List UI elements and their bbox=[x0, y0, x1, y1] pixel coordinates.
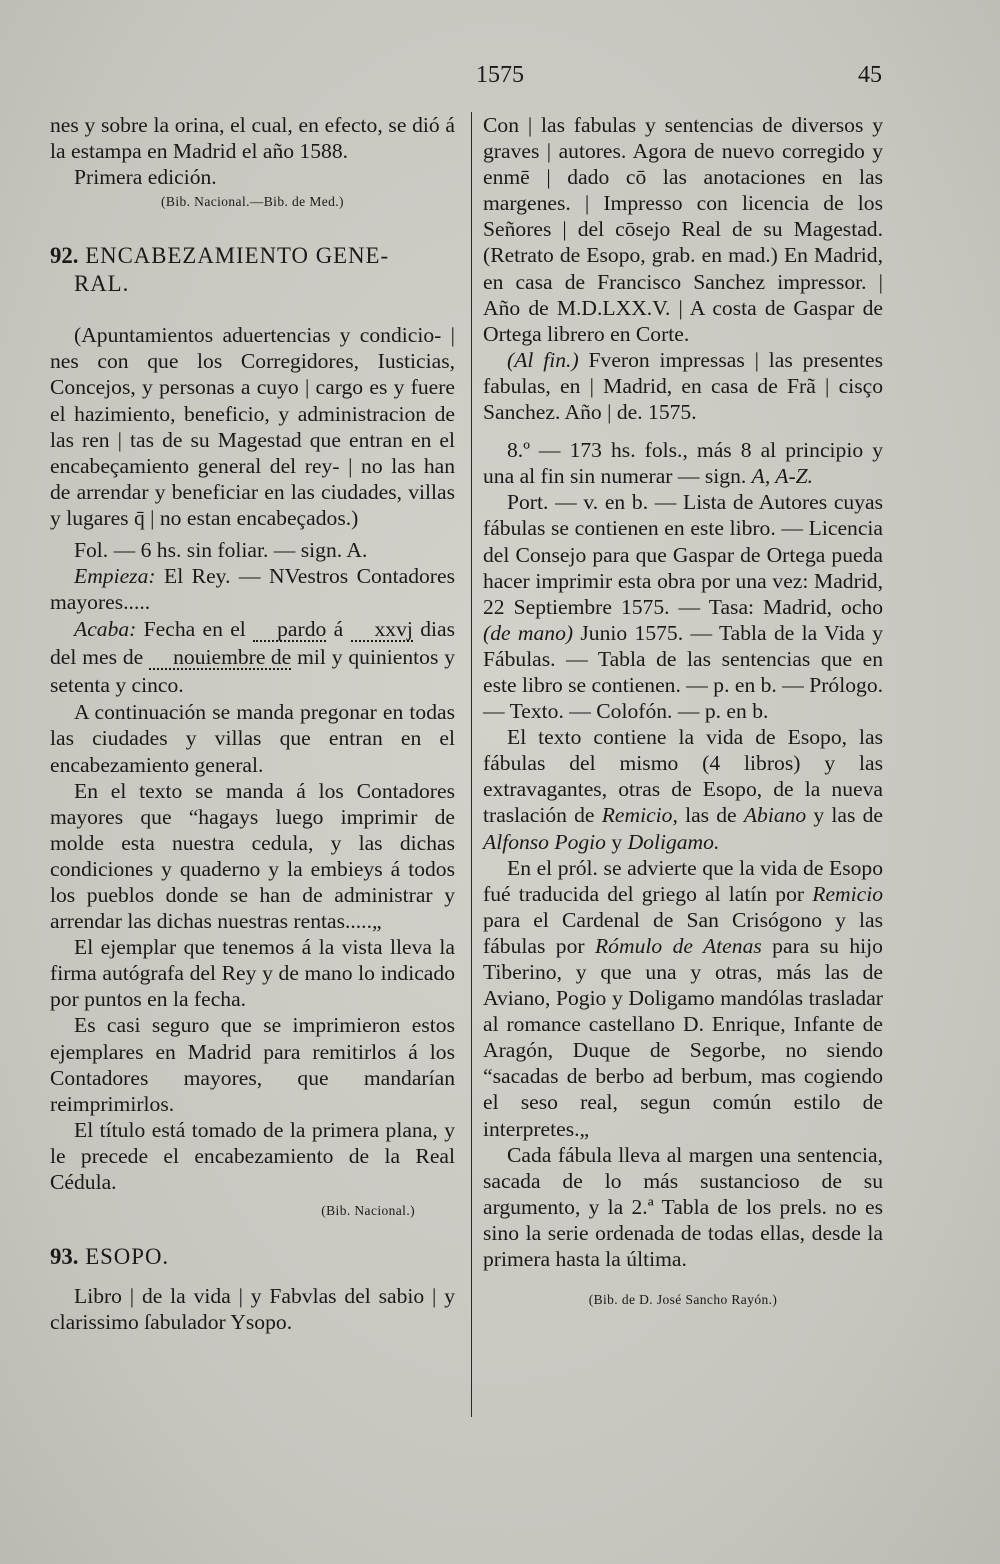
collation-text: 8.º — 173 hs. fols., más 8 al principio y una al fin sin numerar — sign. bbox=[483, 438, 883, 489]
author-name: Rómulo de Atenas bbox=[594, 933, 762, 958]
source-citation: (Bib. Nacional.) bbox=[321, 1203, 415, 1219]
column-divider bbox=[471, 112, 472, 1417]
entry-number: 92. bbox=[50, 243, 79, 269]
contents-text: El texto contiene la vida de Esopo, las fábulas del mismo (4 libros) y las extravagantes, otras de Esopo, de la nueva traslación de bbox=[483, 725, 883, 828]
colophon-label: (Al fin.) bbox=[507, 347, 579, 372]
author-name: Alfonso Pogio bbox=[483, 829, 606, 854]
author-name: Abiano bbox=[743, 803, 807, 828]
note-paragraph: A continuación se manda pregonar en todas las ciudades y villas que entran en el encabezamiento general. bbox=[50, 700, 455, 777]
colophon bbox=[483, 347, 883, 425]
contents-note bbox=[483, 724, 883, 854]
contents-text: y las de bbox=[806, 803, 883, 828]
entry-title-cont: RAL. bbox=[74, 271, 130, 297]
source-citation: (Bib. Nacional.—Bib. de Med.) bbox=[161, 194, 344, 210]
prologue-note bbox=[483, 855, 883, 1142]
author-name: Remicio, bbox=[601, 803, 678, 828]
entry-number: 93. bbox=[50, 1244, 79, 1270]
page-number: 45 bbox=[858, 62, 882, 88]
note-paragraph: El ejemplar que tenemos á la vista lleva la firma autógrafa del Rey y de mano lo indicado por puntos en la fecha. bbox=[50, 935, 455, 1012]
title-transcription: (Apuntamientos aduertencias y condicio- | nes con que los Corregidores, Iusticias, Concejos, y personas a cuyo | cargo es y fuere el hazimiento, beneficio, y administracion de las ren | tas de su Magestad que entran en el encabeçamiento general del rey- | no las han de arrendar y beneficiar en las ciudades, villas y lugares q̄ | no estan encabeçados.) bbox=[50, 323, 455, 530]
running-header-year: 1575 bbox=[476, 62, 524, 88]
explicit bbox=[50, 615, 455, 699]
explicit-text-part: dias del mes de bbox=[50, 617, 455, 670]
title-transcription: Libro | de la vida | y Fabvlas del sabio | y clarissimo ſabulador Ysopo. bbox=[50, 1284, 455, 1335]
prologue-text: para el Cardenal de San Crisógono y las fábulas por bbox=[483, 907, 883, 958]
spacer bbox=[50, 298, 455, 310]
right-column bbox=[483, 112, 883, 1310]
entry-title: ENCABEZAMIENTO GENE- bbox=[85, 243, 390, 269]
title-transcription-cont: Con | las fabulas y sentencias de diversos y graves | autores. Agora de nuevo corregido y enmē | dado cō las anotaciones en las margenes. | Impresso con licencia de los Señores | del cōsejo Real de su Magestad. (Retrato de Esopo, grab. en mad.) En Madrid, en casa de Francisco Sanchez impressor. | Año de M.D.LXX.V. | A costa de Gaspar de Ortega librero en Corte. bbox=[483, 113, 883, 346]
incipit bbox=[50, 563, 455, 615]
description bbox=[483, 489, 883, 724]
dotted-word: pardo bbox=[253, 618, 326, 642]
description-text: Port. — v. en b. — Lista de Autores cuyas fábulas se contienen en este libro. — Licencia del Consejo para que Gaspar de Ortega pueda hacer imprimir esta obra por una vez: Madrid, 22 Septiembre 1575. — Tasa: Madrid, ocho bbox=[483, 490, 883, 619]
edition-note: Primera edición. bbox=[74, 165, 217, 190]
colophon-text: Fveron impressas | las presentes fabulas, en | Madrid, en casa de Frã | cisço Sanchez. Año | de. 1575. bbox=[483, 347, 883, 425]
entry-title: ESOPO. bbox=[85, 1244, 170, 1270]
explicit-text-part: mil y quinientos y setenta y cinco. bbox=[50, 645, 455, 698]
author-name: Doligamo. bbox=[627, 829, 720, 854]
note-paragraph: Es casi seguro que se imprimieron estos ejemplares en Madrid para remitirlos á los Contadores mayores, que mandarían reimprimirlos. bbox=[50, 1013, 455, 1116]
note-paragraph: En el texto se manda á los Contadores mayores que “hagays luego imprimir de molde esta nuestra cedula, y las dichas condiciones y quaderno y la embieys á todos los pueblos donde se han de administrar y arrendar las dichas nuestras rentas.....„ bbox=[50, 778, 455, 934]
margin-note: Cada fábula lleva al margen una sentencia, sacada de lo más sustancioso de su argumento, y la 2.ª Tabla de los prels. no es sino la serie ordenada de todas ellas, desde la primera hasta la última. bbox=[483, 1142, 883, 1272]
contents-text: las de bbox=[677, 803, 744, 828]
spacer bbox=[50, 1271, 455, 1283]
source-citation: (Bib. de D. José Sancho Rayón.) bbox=[588, 1292, 778, 1308]
author-name: Remicio bbox=[812, 881, 883, 906]
spacer bbox=[50, 310, 455, 322]
contents-text: y bbox=[605, 829, 628, 854]
prologue-text: para su hijo Tiberino, y que una y otras, más las de Aviano, Pogio y Doligamo mandólas trasladar al romance castellano D. Enrique, Infante de Aragón, Duque de Segorbe, no siendo “sacadas de berbo ad berbum, mas cogiendo el seso real, segun común estilo de interpretes.„ bbox=[483, 933, 883, 1141]
collation: Fol. — 6 hs. sin foliar. — sign. A. bbox=[74, 538, 368, 563]
explicit-text-part: Fecha en el bbox=[136, 617, 254, 642]
continuation-text: nes y sobre la orina, el cual, en efecto, se dió á la estampa en Madrid el año 1588. bbox=[50, 113, 455, 164]
left-column bbox=[50, 112, 455, 1335]
explicit-label: Acaba: bbox=[74, 617, 137, 642]
collation-signature: A, A-Z. bbox=[751, 464, 814, 489]
incipit-label: Empieza: bbox=[74, 564, 156, 589]
entry-heading-92 bbox=[50, 242, 455, 298]
dotted-word: nouiembre de bbox=[149, 646, 291, 670]
spacer bbox=[483, 425, 883, 437]
entry-heading-93 bbox=[50, 1243, 455, 1271]
description-text: Junio 1575. — Tabla de la Vida y Fábulas. — Tabla de las sentencias que en este libro se contienen. — p. en b. — Prólogo. — Texto. — Colofón. — p. en b. bbox=[483, 620, 884, 724]
dotted-word: xxvj bbox=[351, 618, 413, 642]
explicit-text-part: á bbox=[326, 617, 351, 642]
description-italic: (de mano) bbox=[483, 620, 574, 645]
collation bbox=[483, 437, 883, 489]
incipit-text: El Rey. — NVestros Contadores mayores..... bbox=[50, 564, 455, 615]
note-paragraph: El título está tomado de la primera plana, y le precede el encabezamiento de la Real Cédula. bbox=[50, 1117, 455, 1194]
prologue-text: En el pról. se advierte que la vida de Esopo fué traducida del griego al latín por bbox=[483, 855, 883, 906]
